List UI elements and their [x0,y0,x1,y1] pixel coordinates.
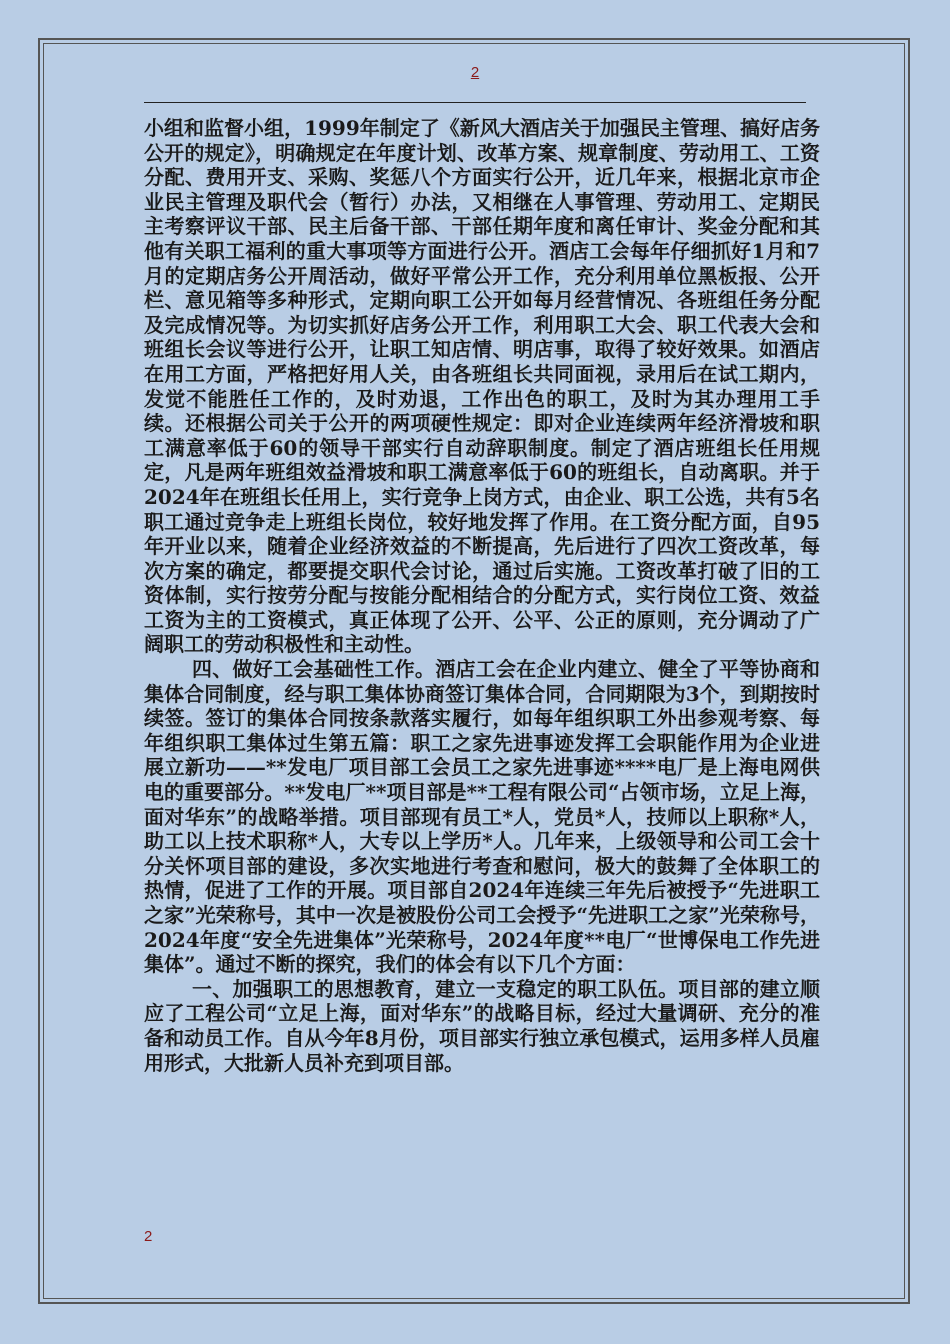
header-rule [144,102,806,103]
body-paragraph: 小组和监督小组，1999年制定了《新风大酒店关于加强民主管理、搞好店务公开的规定》，明确规定在年度计划、改革方案、规章制度、劳动用工、工资分配、费用开支、采购、奖惩八个方面实行公开，近几年来，根据北京市企业民主管理及职代会（暂行）办法，又相继在人事管理、劳动用工、定期民主考察评议干部、民主后备干部、干部任期年度和离任审计、奖金分配和其他有关职工福利的重大事项等方面进行公开。酒店工会每年仔细抓好1月和7月的定期店务公开周活动，做好平常公开工作，充分利用单位黑板报、公开栏、意见箱等多种形式，定期向职工公开如每月经营情况、各班组任务分配及完成情况等。为切实抓好店务公开工作，利用职工大会、职工代表大会和班组长会议等进行公开，让职工知店情、明店事，取得了较好效果。如酒店在用工方面，严格把好用人关，由各班组长共同面视，录用后在试工期内，发觉不能胜任工作的，及时劝退，工作出色的职工，及时为其办理用工手续。还根据公司关于公开的两项硬性规定：即对企业连续两年经济滑坡和职工满意率低于60的领导干部实行自动辞职制度。制定了酒店班组长任用规定，凡是两年班组效益滑坡和职工满意率低于60的班组长，自动离职。并于2024年在班组长任用上，实行竞争上岗方式，由企业、职工公选，共有5名职工通过竞争走上班组长岗位，较好地发挥了作用。在工资分配方面，自95年开业以来，随着企业经济效益的不断提高，先后进行了四次工资改革，每次方案的确定，都要提交职代会讨论，通过后实施。工资改革打破了旧的工资体制，实行按劳分配与按能分配相结合的分配方式，实行岗位工资、效益工资为主的工资模式，真正体现了公开、公平、公正的原则，充分调动了广阔职工的劳动积极性和主动性。 [144,116,820,657]
document-body [144,116,820,1075]
header-page-number-text: 2 [470,64,480,81]
body-paragraph: 四、做好工会基础性工作。酒店工会在企业内建立、健全了平等协商和集体合同制度，经与职工集体协商签订集体合同，合同期限为3个，到期按时续签。签订的集体合同按条款落实履行，如每年组织职工外出参观考察、每年组织职工集体过生第五篇：职工之家先进事迹发挥工会职能作用为企业进展立新功——**发电厂项目部工会员工之家先进事迹****电厂是上海电网供电的重要部分。**发电厂**项目部是**工程有限公司“占领市场，立足上海，面对华东”的战略举措。项目部现有员工*人，党员*人，技师以上职称*人，助工以上技术职称*人，大专以上学历*人。几年来，上级领导和公司工会十分关怀项目部的建设，多次实地进行考查和慰问，极大的鼓舞了全体职工的热情，促进了工作的开展。项目部自2024年连续三年先后被授予“先进职工之家”光荣称号，其中一次是被股份公司工会授予“先进职工之家”光荣称号，2024年度“安全先进集体”光荣称号，2024年度**电厂“世博保电工作先进集体”。通过不断的探究，我们的体会有以下几个方面： [144,657,820,977]
body-paragraph: 一、加强职工的思想教育，建立一支稳定的职工队伍。项目部的建立顺应了工程公司“立足上海，面对华东”的战略目标，经过大量调研、充分的准备和动员工作。自从今年8月份，项目部实行独立承包模式，运用多样人员雇用形式，大批新人员补充到项目部。 [144,976,820,1075]
footer-page-number: 2 [144,1228,153,1245]
header-page-number [0,64,950,81]
